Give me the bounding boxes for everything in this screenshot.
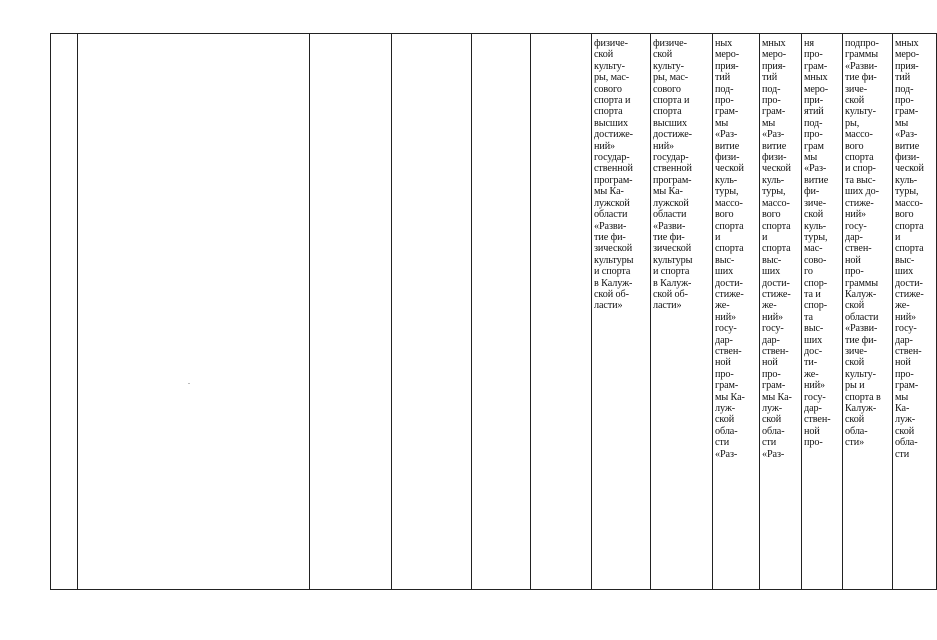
- document-table: [50, 33, 937, 590]
- cell-text-9: ных меро- прия- тий под- про- грам- мы «Раз- витие физи- ческой куль- туры, массо- вого спорта и спорта выс- ших дости- стиже- же- ний» госу- дар- ствен- ной про- грам- мы Ка- луж- ской обла- сти «Раз-: [715, 38, 745, 460]
- table-cell-7: [592, 34, 651, 590]
- table-cell-4: [392, 34, 472, 590]
- cell-text-1: [51, 34, 77, 38]
- cell-text-8: физиче- ской культу- ры, мас- сового спорта и спорта высших достиже- ний» государ- ственной програм- мы Ка- лужской области «Разви- тие фи- зической культуры и спорта в Калуж- ской об- ласти»: [653, 38, 693, 312]
- cell-text-4: [392, 34, 471, 38]
- table-cell-3: [310, 34, 392, 590]
- cell-text-13: мных меро- прия- тий под- про- грам- мы «Раз- витие физи- ческой куль- туры, массо- вого спорта и спорта выс- ших дости- стиже- же- ний» госу- дар- ствен- ной про- грам- мы Ка- луж- ской обла- сти: [895, 38, 924, 460]
- table-cell-5: [472, 34, 531, 590]
- table-row: [51, 34, 937, 590]
- cell-text-10: мных меро- прия- тий под- про- грам- мы «Раз- витие физи- ческой куль- туры, массо- вого спорта и спорта выс- ших дости- стиже- же- ний» госу- дар- ствен- ной про- грам- мы Ка- луж- ской обла- сти «Раз-: [762, 38, 792, 460]
- cell-text-7: физиче- ской культу- ры, мас- сового спорта и спорта высших достиже- ний» государ- ственной програм- мы Ка- лужской области «Разви- тие фи- зической культуры и спорта в Калуж- ской об- ласти»: [594, 38, 634, 312]
- table-cell-10: [760, 34, 802, 590]
- table-cell-13: [893, 34, 937, 590]
- cell-text-3: [310, 34, 391, 38]
- cell-text-6: [531, 34, 591, 38]
- table-cell-6: [531, 34, 592, 590]
- cell-text-5: [472, 34, 530, 38]
- table-cell-9: [713, 34, 760, 590]
- cell-text-2: [78, 34, 309, 38]
- table-cell-1: [51, 34, 78, 590]
- table-cell-2: [78, 34, 310, 590]
- table-cell-8: [651, 34, 713, 590]
- scan-speck: [188, 383, 190, 384]
- cell-text-11: ня про- грам- мных меро- при- ятий под- про- грам мы «Раз- витие фи- зиче- ской куль- туры, мас- сово- го спор- та и спор- та выс- ших дос- ти- же- ний» госу- дар- ствен- ной про-: [804, 38, 831, 449]
- table-cell-11: [802, 34, 843, 590]
- table-cell-12: [843, 34, 893, 590]
- cell-text-12: подпро- граммы «Разви- тие фи- зиче- ской культу- ры, массо- вого спорта и спор- та выс- ших до- стиже- ний» госу- дар- ствен- ной про- граммы Калуж- ской области «Разви- тие фи- зиче- ской культу- ры и спорта в Калуж- ской обла- сти»: [845, 38, 881, 449]
